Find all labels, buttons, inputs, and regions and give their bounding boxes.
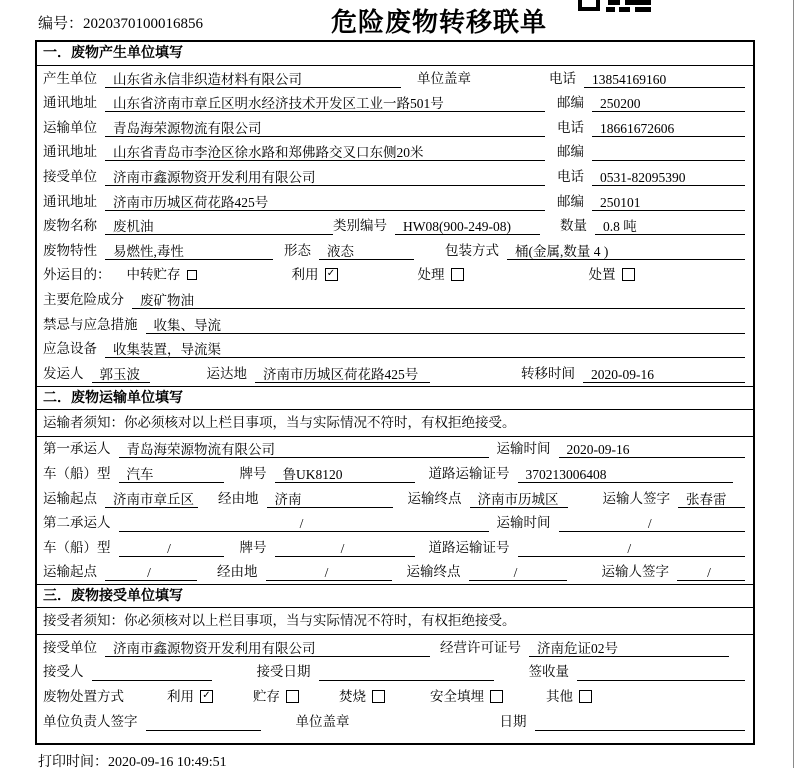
field-label: 道路运输证号: [428, 539, 510, 555]
field-label: 发运人: [43, 365, 84, 381]
field-value: /: [559, 515, 746, 532]
form-row: [37, 437, 753, 462]
checkbox-label: 利用: [291, 267, 319, 283]
doc-number-line: [38, 12, 203, 33]
field-label: 车（船）型: [43, 465, 111, 481]
form-row: [37, 486, 753, 511]
field-label: 单位负责人签字: [43, 713, 138, 729]
field-label: 接受单位: [43, 168, 97, 184]
checkbox-label: 安全填埋: [430, 689, 484, 705]
field-label: 运输单位: [43, 119, 97, 135]
section-title: 二．废物运输单位填写: [37, 386, 753, 410]
notice-text: 运输者须知：你必须核对以上栏目事项，当与实际情况不符时，有权拒绝接受。: [37, 410, 753, 437]
checkbox-unchecked: [490, 690, 503, 703]
static-text: 单位盖章: [417, 70, 471, 86]
form-row: [37, 684, 753, 709]
checkbox-label: 处置: [588, 267, 616, 283]
field-value: [592, 144, 745, 161]
field-value: /: [266, 564, 392, 581]
field-label: 第二承运人: [43, 515, 111, 531]
checkbox-group: [546, 688, 592, 706]
doc-number: 2020370100016856: [83, 16, 204, 32]
field-value: 济南市历城区: [470, 491, 568, 508]
field-label: 通讯地址: [43, 193, 97, 209]
field-label: 运输时间: [496, 515, 551, 531]
field-value: 液态: [319, 243, 414, 260]
field-label: 道路运输证号: [428, 465, 510, 481]
field-label: 形态: [284, 242, 311, 258]
field-value: /: [469, 564, 567, 581]
field-label: 运输时间: [496, 441, 551, 457]
form-row: [37, 214, 753, 239]
field-value: 0.8 吨: [595, 218, 745, 235]
field-label: 牌号: [239, 539, 267, 555]
checkbox-checked: ✓: [200, 690, 213, 703]
checkbox-unchecked: [372, 690, 385, 703]
field-label: 转移时间: [521, 365, 575, 381]
field-value: 张春雷: [678, 491, 745, 508]
field-value: 济南市历城区荷花路425号: [255, 366, 430, 383]
form-row: [37, 461, 753, 486]
form-row: [37, 361, 753, 386]
print-time-value: 2020-09-16 10:49:51: [108, 755, 227, 768]
notice-text: 接受者须知：你必须核对以上栏目事项，当与实际情况不符时，有权拒绝接受。: [37, 608, 753, 635]
field-value: /: [119, 515, 489, 532]
checkbox-unchecked: [451, 268, 464, 281]
checkbox-label: 处理: [417, 267, 445, 283]
checkbox-group: [127, 266, 197, 284]
print-time-label: 打印时间：: [38, 755, 108, 768]
field-value: 易燃性,毒性: [105, 243, 273, 260]
field-value: /: [105, 564, 197, 581]
field-label: 日期: [499, 713, 527, 729]
field-label: 接受人: [43, 664, 84, 680]
form-row: [37, 140, 753, 165]
field-value: 济南市鑫源物资开发利用有限公司: [105, 169, 545, 186]
field-label: 废物名称: [43, 218, 97, 234]
checkbox-unchecked: [187, 270, 197, 280]
field-label: 通讯地址: [43, 95, 97, 111]
field-value: /: [518, 540, 746, 557]
checkbox-label: 中转贮存: [126, 267, 181, 283]
field-value: 济南: [267, 491, 393, 508]
form-row: [37, 287, 753, 312]
field-label: 通讯地址: [43, 144, 97, 160]
field-label: 运输人签字: [601, 564, 669, 580]
checkbox-label: 贮存: [253, 689, 280, 705]
field-value: 2020-09-16: [559, 441, 746, 458]
form-row: [37, 535, 753, 560]
field-label: 数量: [560, 218, 587, 234]
print-time-line: [38, 751, 227, 768]
checkbox-label: 利用: [167, 689, 194, 705]
form-row: [37, 91, 753, 116]
form-row: [37, 164, 753, 189]
field-label: 签收量: [528, 664, 569, 680]
form-row: [37, 263, 753, 288]
field-label: 经由地: [218, 490, 259, 506]
checkbox-unchecked: [286, 690, 299, 703]
field-label: 包装方式: [445, 242, 499, 258]
field-value: 13854169160: [584, 71, 745, 88]
section-title: 三．废物接受单位填写: [37, 584, 753, 608]
checkbox-label: 其他: [546, 689, 573, 705]
field-value: HW08(900-249-08): [395, 218, 540, 235]
field-value: 收集装置，导流渠: [105, 341, 745, 358]
form-row: [37, 635, 753, 660]
field-label: 废物特性: [43, 242, 97, 258]
field-value: [535, 714, 746, 731]
field-label: 外运目的：: [43, 267, 111, 283]
doc-number-label: 编号：: [38, 16, 84, 32]
field-value: [92, 664, 212, 681]
field-value: 济南市章丘区: [105, 491, 198, 508]
field-value: 250200: [592, 95, 745, 112]
form-row: [37, 709, 753, 734]
checkbox-checked: ✓: [325, 268, 338, 281]
checkbox-group: [418, 266, 464, 284]
field-value: 桶(金属,数量 4 ): [507, 243, 745, 260]
checkbox-label: 焚烧: [339, 689, 366, 705]
field-label: 运输终点: [406, 564, 461, 580]
field-label: 经营许可证号: [440, 639, 521, 655]
field-label: 运输人签字: [602, 490, 670, 506]
field-label: 第一承运人: [43, 441, 111, 457]
field-value: 山东省济南市章丘区明水经济技术开发区工业一路501号: [105, 95, 545, 112]
field-value: 2020-09-16: [583, 366, 745, 383]
field-value: 山东省永信非织造材料有限公司: [105, 71, 401, 88]
field-value: 废机油: [105, 218, 333, 235]
qr-code-fragment-icon: [578, 0, 656, 12]
field-value: [146, 714, 261, 731]
field-label: 邮编: [557, 193, 584, 209]
form-row: [37, 115, 753, 140]
form-row: [37, 66, 753, 91]
form-row: [37, 511, 753, 536]
form-row: [37, 238, 753, 263]
field-value: [319, 664, 494, 681]
field-label: 禁忌与应急措施: [43, 316, 138, 332]
field-label: 接受日期: [256, 664, 311, 680]
field-label: 运输终点: [407, 490, 462, 506]
static-text: 单位盖章: [295, 713, 350, 729]
checkbox-group: [589, 266, 635, 284]
field-value: 济南市历城区荷花路425号: [105, 194, 545, 211]
field-value: 青岛海荣源物流有限公司: [119, 441, 489, 458]
field-label: 运达地: [206, 365, 247, 381]
field-value: 18661672606: [592, 120, 745, 137]
checkbox-group: [430, 688, 503, 706]
field-value: /: [275, 540, 415, 557]
field-label: 牌号: [239, 465, 267, 481]
field-value: 250101: [592, 194, 745, 211]
field-value: 山东省青岛市李沧区徐水路和郑佛路交叉口东侧20米: [105, 144, 545, 161]
section-title: 一．废物产生单位填写: [37, 42, 753, 66]
field-label: 邮编: [557, 95, 584, 111]
field-value: 郭玉波: [92, 366, 150, 383]
field-value: 废矿物油: [132, 292, 745, 309]
field-value: 济南危证02号: [529, 640, 729, 657]
checkbox-group: [253, 688, 299, 706]
field-value: 青岛海荣源物流有限公司: [105, 120, 545, 137]
form-table: [35, 40, 755, 745]
field-label: 电话: [557, 119, 584, 135]
field-label: 经由地: [217, 564, 258, 580]
checkbox-group: [167, 688, 213, 706]
checkbox-group: [339, 688, 385, 706]
field-value: 汽车: [119, 466, 224, 483]
field-value: [577, 664, 745, 681]
form-row: [37, 189, 753, 214]
field-label: 电话: [549, 70, 576, 86]
field-label: 电话: [557, 168, 584, 184]
form-row: [37, 337, 753, 362]
field-label: 废物处置方式: [43, 689, 124, 705]
field-label: 运输起点: [43, 564, 97, 580]
field-value: /: [119, 540, 224, 557]
field-value: 济南市鑫源物资开发利用有限公司: [105, 640, 430, 657]
field-value: 收集、导流: [146, 317, 746, 334]
page-right-border: [793, 0, 794, 768]
field-label: 类别编号: [333, 218, 387, 234]
field-label: 运输起点: [43, 490, 97, 506]
form-row: [37, 312, 753, 337]
field-value: 0531-82095390: [592, 169, 745, 186]
checkbox-unchecked: [622, 268, 635, 281]
field-label: 产生单位: [43, 70, 97, 86]
field-value: /: [677, 564, 745, 581]
form-row: [37, 560, 753, 585]
page-title: 危险废物转移联单: [331, 8, 548, 37]
field-value: 鲁UK8120: [275, 466, 415, 483]
form-row: [37, 660, 753, 685]
field-label: 应急设备: [43, 341, 97, 357]
field-label: 车（船）型: [43, 539, 111, 555]
field-label: 接受单位: [43, 639, 97, 655]
field-value: 370213006408: [518, 466, 733, 483]
field-label: 主要危险成分: [43, 291, 124, 307]
checkbox-group: [292, 266, 338, 284]
field-label: 邮编: [557, 144, 584, 160]
checkbox-unchecked: [579, 690, 592, 703]
